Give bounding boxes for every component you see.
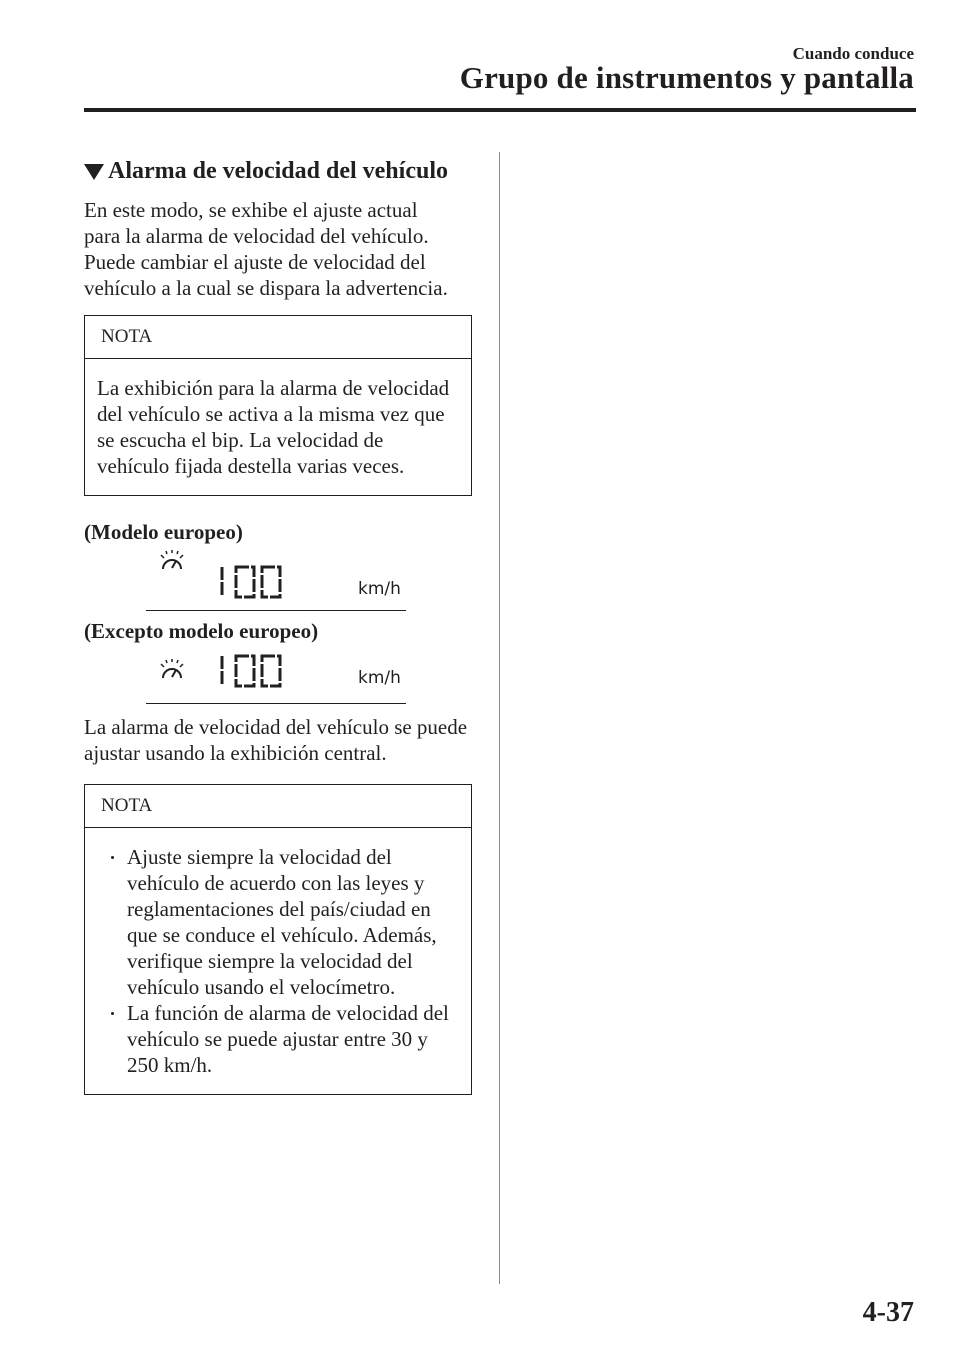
display-baseline: [146, 703, 406, 705]
speed-unit: km/h: [358, 579, 401, 599]
note-box-1: [84, 315, 472, 496]
column-divider: [499, 152, 500, 1284]
left-column: [84, 158, 472, 1095]
section-heading-text: Alarma de velocidad del vehículo: [108, 158, 448, 184]
section-heading: [84, 158, 472, 185]
speed-display-eu: [146, 549, 406, 611]
header-section-label: Cuando conduce: [792, 44, 914, 63]
page-title: Grupo de instrumentos y pantalla: [459, 60, 914, 95]
note-list: [97, 844, 459, 1078]
after-display-paragraph: La alarma de velocidad del vehículo se puede ajustar usando la exhibición central.: [84, 715, 468, 765]
speed-alarm-icon: [158, 549, 186, 577]
speed-unit: km/h: [358, 668, 401, 688]
note-body: [85, 828, 471, 1094]
note-label: NOTA: [85, 785, 471, 828]
intro-paragraph: En este modo, se exhibe el ajuste actual para la alarma de velocidad del vehículo. Puede cambiar el ajuste de velocidad del vehículo a la cual se dispara la advertencia.: [84, 198, 448, 300]
note-box-2: [84, 784, 472, 1095]
display-baseline: [146, 610, 406, 612]
note-label: NOTA: [85, 316, 471, 359]
page-number: 4-37: [862, 1297, 914, 1328]
header-rule: [84, 108, 916, 112]
speed-alarm-icon: [158, 658, 186, 686]
list-item: La función de alarma de velocidad del vehículo se puede ajustar entre 30 y 250 km/h.: [97, 1000, 459, 1078]
triangle-marker-icon: [84, 164, 104, 180]
list-item: Ajuste siempre la velocidad del vehículo de acuerdo con las leyes y reglamentaciones del país/ciudad en que se conduce el vehículo. Además, verifique siempre la velocidad del vehículo usando el velocímetro.: [97, 844, 459, 1000]
display-label-eu: (Modelo europeo): [84, 520, 243, 544]
speed-display-non-eu: [146, 652, 406, 704]
speed-digits: [216, 654, 286, 688]
display-label-non-eu: (Excepto modelo europeo): [84, 619, 319, 643]
speed-digits: [216, 565, 286, 599]
note-body: La exhibición para la alarma de velocidad del vehículo se activa a la misma vez que se escucha el bip. La velocidad de vehículo fijada destella varias veces.: [97, 376, 450, 478]
